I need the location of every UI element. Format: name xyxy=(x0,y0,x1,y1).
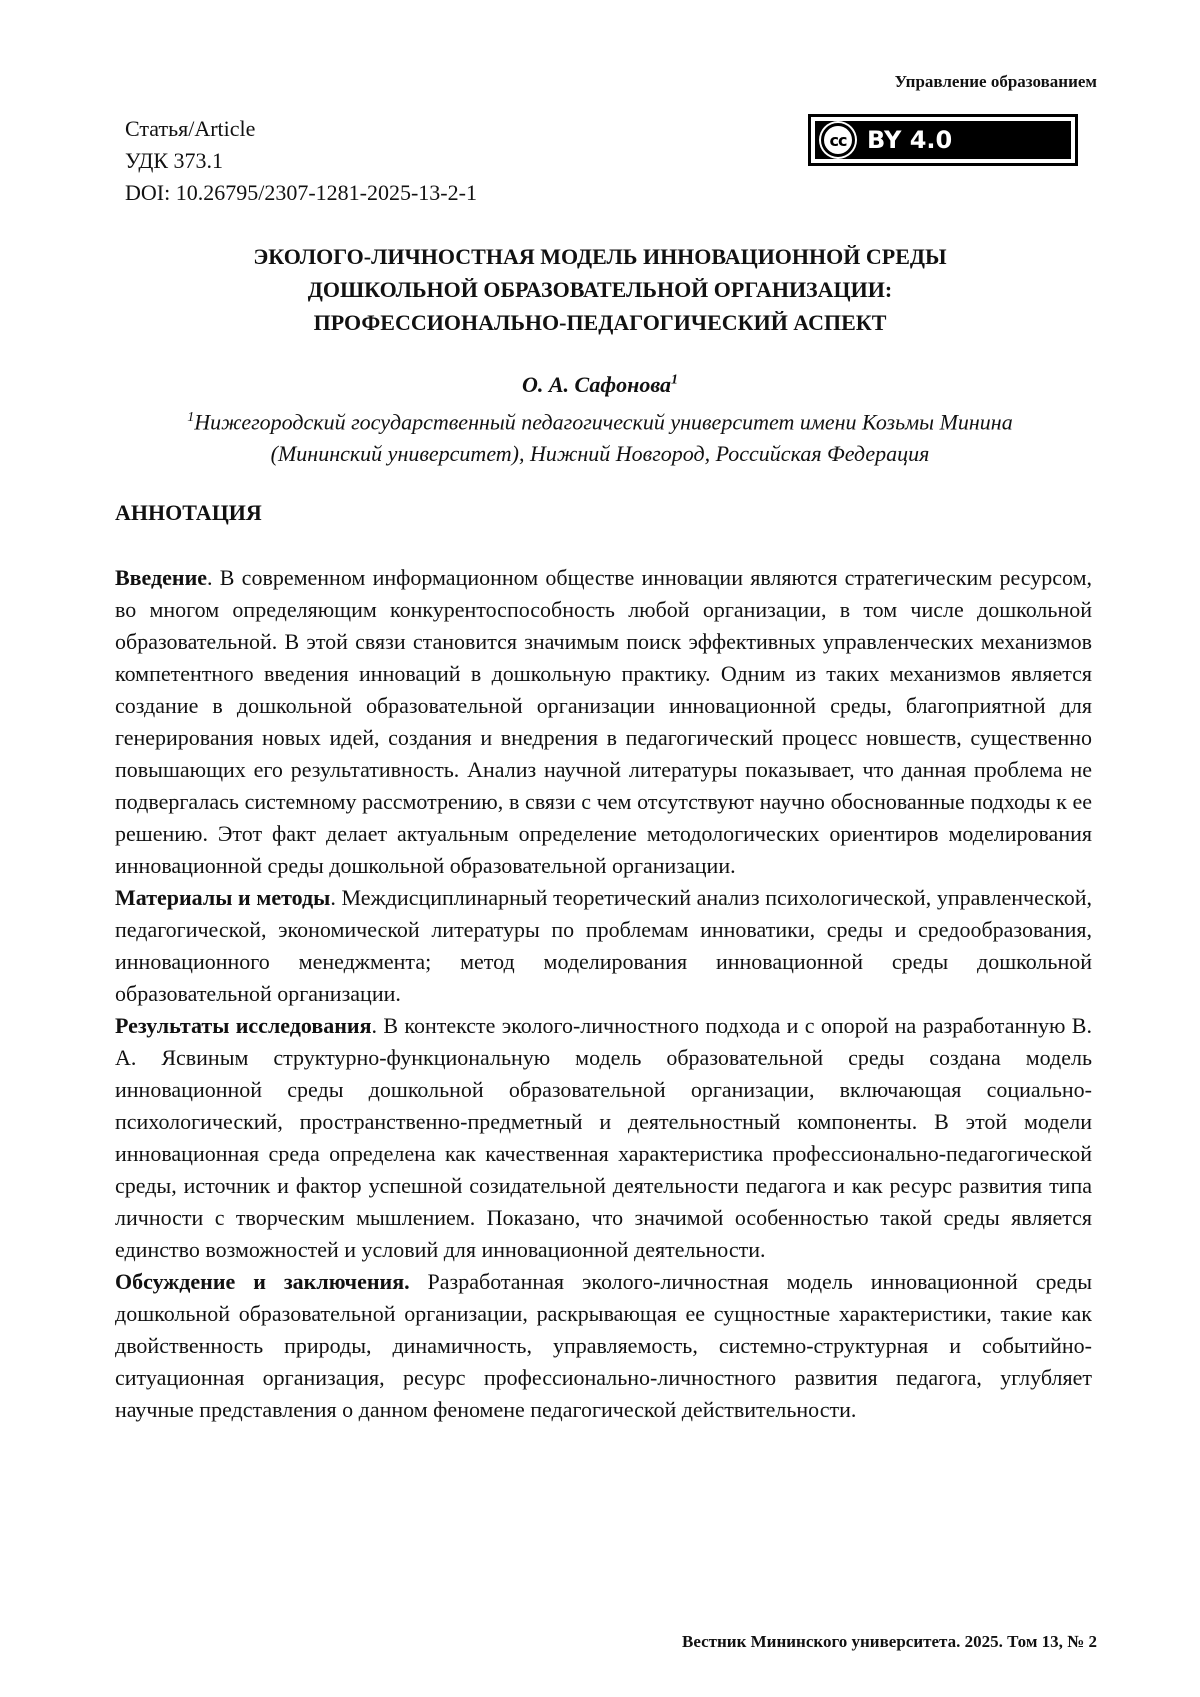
article-type: Статья/Article xyxy=(125,113,477,145)
author-name: О. А. Сафонова xyxy=(522,372,671,397)
methods-text: . Междисциплинарный теоретический анализ психологической, управленческой, педагогической, экономической литературы по проблемам инноватики, среды и средообразования, инновационного менеджмента; метод моделирования инновационной среды дошкольной образовательной организации. xyxy=(115,885,1092,1006)
cc-license-badge[interactable] xyxy=(808,114,1078,166)
abstract-introduction xyxy=(115,562,1092,882)
journal-section-header: Управление образованием xyxy=(895,72,1097,92)
results-label: Результаты исследования xyxy=(115,1013,371,1038)
title-line-2: ДОШКОЛЬНОЙ ОБРАЗОВАТЕЛЬНОЙ ОРГАНИЗАЦИИ: xyxy=(100,273,1100,306)
abstract-discussion xyxy=(115,1266,1092,1426)
author xyxy=(100,372,1100,398)
affiliation xyxy=(100,402,1100,470)
abstract-heading: АННОТАЦИЯ xyxy=(115,500,262,526)
introduction-text: . В современном информационном обществе инновации являются стратегическим ресурсом, во многом определяющим конкурентоспособность любой организации, в том числе дошкольной образовательной. В этой связи становится значимым поиск эффективных управленческих механизмов компетентного введения инноваций в дошкольную практику. Одним из таких механизмов является создание в дошкольной образовательной организации инновационной среды, благоприятной для генерирования новых идей, создания и внедрения в педагогический процесс новшеств, существенно повышающих его результативность. Анализ научной литературы показывает, что данная проблема не подвергалась системному рассмотрению, в связи с чем отсутствуют научно обоснованные подходы к ее решению. Этот факт делает актуальным определение методологических ориентиров моделирования инновационной среды дошкольной образовательной организации. xyxy=(115,565,1092,878)
title-line-3: ПРОФЕССИОНАЛЬНО-ПЕДАГОГИЧЕСКИЙ АСПЕКТ xyxy=(100,306,1100,339)
creative-commons-icon: cc xyxy=(821,123,855,157)
affiliation-line-1 xyxy=(100,402,1100,438)
journal-footer: Вестник Мининского университета. 2025. Том 13, № 2 xyxy=(682,1632,1097,1652)
article-meta xyxy=(125,113,477,209)
license-label: BY 4.0 xyxy=(867,126,952,154)
results-text: . В контексте эколого-личностного подхода и с опорой на разработанную В. А. Ясвиным структурно-функциональную модель образовательной среды создана модель инновационной среды дошкольной образовательной организации, включающая социально-психологический, пространственно-предметный и деятельностный компоненты. В этой модели инновационная среда определена как качественная характеристика профессионально-педагогической среды, источник и фактор успешной созидательной деятельности педагога и как ресурс развития типа личности с творческим мышлением. Показано, что значимой особенностью такой среды является единство возможностей и условий для инновационной деятельности. xyxy=(115,1013,1092,1262)
udk-code: УДК 373.1 xyxy=(125,145,477,177)
abstract-methods xyxy=(115,882,1092,1010)
introduction-label: Введение xyxy=(115,565,207,590)
abstract-body xyxy=(115,562,1092,1426)
article-title xyxy=(100,240,1100,339)
methods-label: Материалы и методы xyxy=(115,885,330,910)
cc-license-inner xyxy=(815,121,1071,159)
title-line-1: ЭКОЛОГО-ЛИЧНОСТНАЯ МОДЕЛЬ ИННОВАЦИОННОЙ СРЕДЫ xyxy=(100,240,1100,273)
abstract-results xyxy=(115,1010,1092,1266)
discussion-text: Разработанная эколого-личностная модель инновационной среды дошкольной образовательной организации, раскрывающая ее сущностные характеристики, такие как двойственность природы, динамичность, управляемость, системно-структурная и событийно-ситуационная организация, ресурс профессионально-личностного развития педагога, углубляет научные представления о данном феномене педагогической действительности. xyxy=(115,1269,1092,1422)
discussion-label: Обсуждение и заключения. xyxy=(115,1269,410,1294)
author-affiliation-marker: 1 xyxy=(671,373,678,388)
affiliation-line-2: (Мининский университет), Нижний Новгород, Российская Федерация xyxy=(100,438,1100,470)
doi[interactable]: DOI: 10.26795/2307-1281-2025-13-2-1 xyxy=(125,177,477,209)
affiliation-text-1: Нижегородский государственный педагогический университет имени Козьмы Минина xyxy=(194,409,1012,434)
affiliation-marker: 1 xyxy=(187,410,194,425)
